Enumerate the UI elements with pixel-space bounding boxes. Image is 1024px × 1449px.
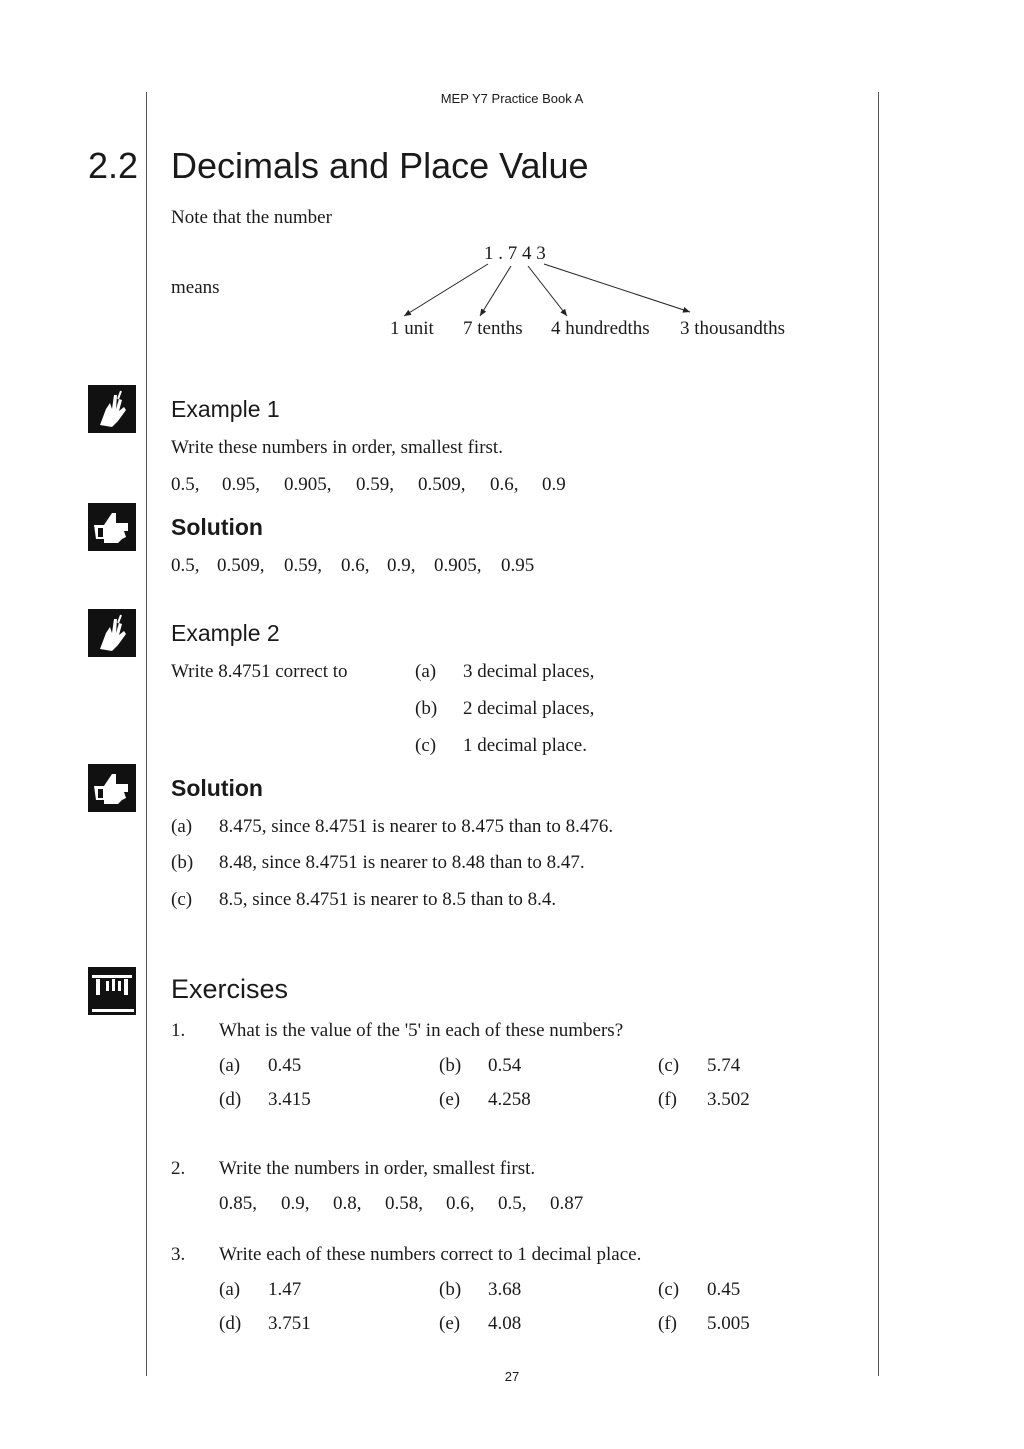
- number-item: 0.59,: [284, 555, 322, 576]
- option-text: 1 decimal place.: [463, 735, 587, 756]
- number-item: 0.905,: [284, 474, 332, 495]
- number-item: 0.85,: [219, 1193, 257, 1214]
- number-item: 0.58,: [385, 1193, 423, 1214]
- number-item: 0.9,: [387, 555, 416, 576]
- item-label: (e): [439, 1313, 461, 1334]
- number-item: 0.509,: [217, 555, 265, 576]
- item-value: 4.258: [488, 1089, 531, 1110]
- option-label: (a): [415, 661, 437, 682]
- number-item: 0.5,: [171, 555, 200, 576]
- number-item: 0.905,: [434, 555, 482, 576]
- solution-label: (b): [171, 852, 194, 873]
- number-item: 0.9,: [281, 1193, 310, 1214]
- arrow-unit: [404, 264, 488, 316]
- question-text: Write the numbers in order, smallest first.: [219, 1158, 536, 1179]
- solution-label: (a): [171, 816, 193, 837]
- number-item: 0.6,: [490, 474, 519, 495]
- item-value: 3.751: [268, 1313, 311, 1334]
- question-text: Write each of these numbers correct to 1 decimal place.: [219, 1244, 642, 1265]
- pointing-hand-icon: [88, 385, 136, 433]
- part-thousandths: 3 thousandths: [680, 318, 786, 339]
- item-value: 1.47: [268, 1279, 302, 1300]
- option-label: (b): [415, 698, 438, 719]
- item-value: 3.68: [488, 1279, 522, 1300]
- arrow-tenths: [480, 266, 511, 316]
- number-item: 0.6,: [446, 1193, 475, 1214]
- pointing-hand-icon: [88, 609, 136, 657]
- solution-text: 8.475, since 8.4751 is nearer to 8.475 than to 8.476.: [219, 816, 614, 837]
- item-label: (c): [658, 1279, 680, 1300]
- item-label: (f): [658, 1089, 677, 1110]
- part-tenths: 7 tenths: [463, 318, 523, 339]
- part-hundredths: 4 hundredths: [551, 318, 650, 339]
- intro-note: Note that the number: [171, 207, 332, 228]
- running-header: MEP Y7 Practice Book A: [440, 91, 584, 106]
- item-label: (f): [658, 1313, 677, 1334]
- thumbs-up-icon: [88, 503, 136, 551]
- thumbs-up-icon: [88, 764, 136, 812]
- number-item: 0.6,: [341, 555, 370, 576]
- question-number: 1.: [171, 1020, 186, 1041]
- item-value: 4.08: [488, 1313, 522, 1334]
- intro-means: means: [171, 277, 220, 298]
- example1-question: Write these numbers in order, smallest first.: [171, 437, 503, 458]
- option-label: (c): [415, 735, 437, 756]
- example1-heading: Example 1: [171, 396, 280, 422]
- section-number: 2.2: [88, 145, 139, 186]
- number-item: 0.59,: [356, 474, 394, 495]
- number-item: 0.87: [550, 1193, 584, 1214]
- example2-heading: Example 2: [171, 620, 280, 646]
- item-label: (a): [219, 1279, 241, 1300]
- item-value: 0.54: [488, 1055, 522, 1076]
- arrow-thousandths: [544, 264, 690, 312]
- item-label: (d): [219, 1313, 242, 1334]
- place-value-arrows: [0, 0, 1024, 360]
- option-text: 2 decimal places,: [463, 698, 595, 719]
- exercises-heading: Exercises: [171, 974, 289, 1004]
- question-number: 2.: [171, 1158, 186, 1179]
- item-value: 5.74: [707, 1055, 741, 1076]
- item-value: 5.005: [707, 1313, 750, 1334]
- number-item: 0.95,: [222, 474, 260, 495]
- number-item: 0.95: [501, 555, 535, 576]
- number-item: 0.509,: [418, 474, 466, 495]
- intro-number: 1 . 7 4 3: [484, 243, 546, 264]
- solution-text: 8.48, since 8.4751 is nearer to 8.48 than to 8.47.: [219, 852, 585, 873]
- number-item: 0.5,: [171, 474, 200, 495]
- item-value: 0.45: [268, 1055, 302, 1076]
- option-text: 3 decimal places,: [463, 661, 595, 682]
- item-label: (d): [219, 1089, 242, 1110]
- part-unit: 1 unit: [390, 318, 434, 339]
- example2-question: Write 8.4751 correct to: [171, 661, 348, 682]
- solution-text: 8.5, since 8.4751 is nearer to 8.5 than to 8.4.: [219, 889, 557, 910]
- page-number: 27: [504, 1369, 520, 1384]
- arrow-hundredths: [528, 266, 567, 316]
- section-title: Decimals and Place Value: [171, 145, 589, 186]
- item-label: (e): [439, 1089, 461, 1110]
- item-value: 3.415: [268, 1089, 311, 1110]
- item-label: (b): [439, 1055, 462, 1076]
- example2-solution-heading: Solution: [171, 775, 263, 801]
- dumbbell-icon: [88, 967, 136, 1015]
- solution-label: (c): [171, 889, 193, 910]
- item-label: (a): [219, 1055, 241, 1076]
- item-value: 0.45: [707, 1279, 741, 1300]
- item-label: (b): [439, 1279, 462, 1300]
- number-item: 0.5,: [498, 1193, 527, 1214]
- item-value: 3.502: [707, 1089, 750, 1110]
- number-item: 0.9: [542, 474, 566, 495]
- question-text: What is the value of the '5' in each of these numbers?: [219, 1020, 624, 1041]
- example1-solution-heading: Solution: [171, 514, 263, 540]
- item-label: (c): [658, 1055, 680, 1076]
- question-number: 3.: [171, 1244, 186, 1265]
- number-item: 0.8,: [333, 1193, 362, 1214]
